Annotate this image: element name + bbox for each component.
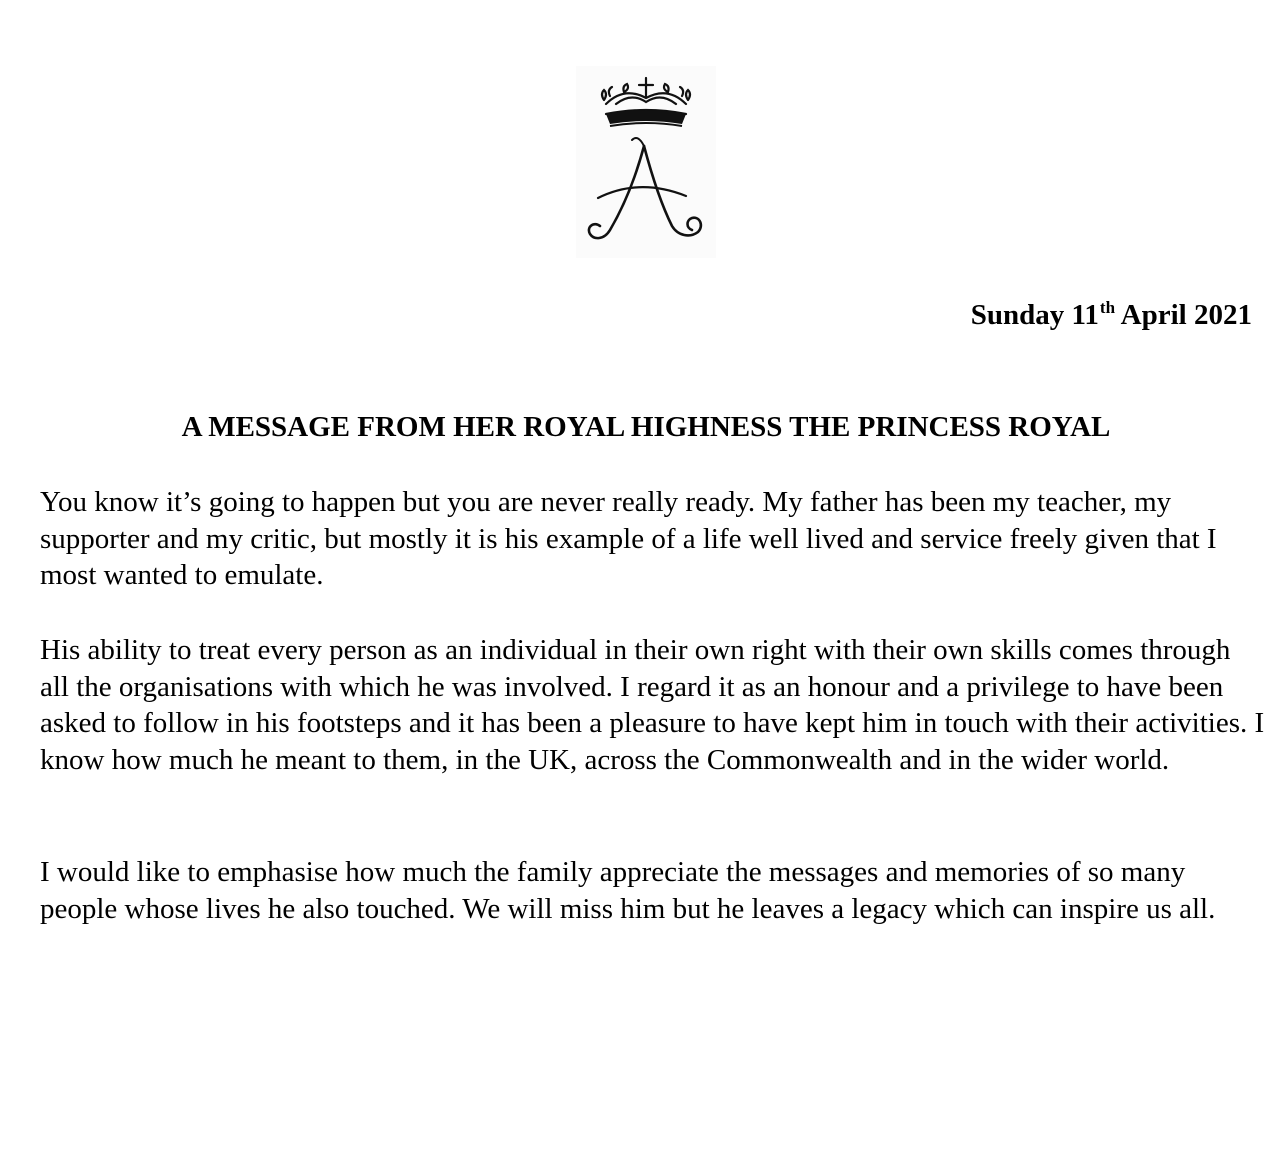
document-date bbox=[971, 298, 1252, 333]
body-paragraph-2: His ability to treat every person as an individual in their own right with their own skills comes through all the organisations with which he was involved. I regard it as an honour and a privilege to have been asked to follow in his footsteps and it has been a pleasure to have kept him in touch with their activities. I know how much he meant to them, in the UK, across the Commonwealth and in the wider world. bbox=[40, 634, 1265, 776]
date-month-year: April 2021 bbox=[1115, 299, 1252, 331]
document-title: A MESSAGE FROM HER ROYAL HIGHNESS THE PRINCESS ROYAL bbox=[181, 411, 1111, 443]
date-ordinal-suffix: th bbox=[1099, 298, 1116, 317]
date-day: Sunday 11 bbox=[970, 299, 1099, 331]
royal-cypher-crown-a-icon bbox=[576, 66, 716, 258]
body-paragraph-1: You know it’s going to happen but you are never really ready. My father has been my teacher, my supporter and my critic, but mostly it is his example of a life well lived and service freely given that I most wanted to emulate. bbox=[40, 486, 1217, 591]
body-paragraph-3: I would like to emphasise how much the family appreciate the messages and memories of so many people whose lives he also touched. We will miss him but he leaves a legacy which can inspire us all. bbox=[40, 856, 1216, 925]
